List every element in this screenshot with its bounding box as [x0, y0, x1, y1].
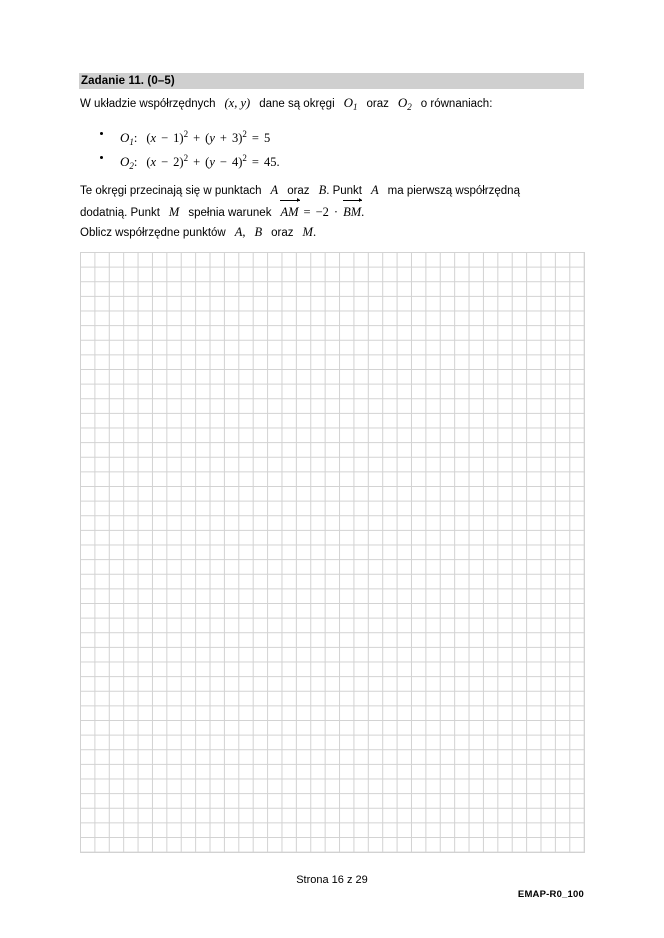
circle1-subscript: 1 — [129, 137, 134, 147]
bullet-dot-icon — [100, 132, 103, 135]
circle2-equation — [120, 146, 280, 178]
point-m-ref: M — [168, 205, 180, 219]
circle1-plus: + — [193, 131, 201, 145]
statement-line2-text: dodatnią. Punkt — [80, 207, 160, 219]
statement-line-1 — [80, 180, 585, 201]
circle2-paren-open: ( — [146, 155, 151, 169]
circle1-k-sign: + — [219, 131, 227, 145]
statement-line1-text: Te okręgi przecinają się w punktach — [80, 185, 262, 197]
circle1-h-value: 1 — [173, 131, 180, 145]
statement-punkt-text: . Punkt — [326, 185, 363, 197]
vector-am: AM — [280, 201, 298, 223]
point-a-ref: A — [270, 183, 279, 197]
circle1-paren-close-2: ) — [238, 131, 243, 145]
answer-work-grid[interactable] — [80, 252, 585, 853]
intro-circle2-subscript: 2 — [407, 102, 412, 112]
page-number-footer: Strona 16 z 29 — [296, 874, 368, 886]
statement-line-2 — [80, 201, 585, 222]
circle2-k-sign: − — [219, 155, 227, 169]
multiplication-dot: · — [333, 205, 339, 219]
list-item — [80, 122, 585, 146]
circle1-equals: = — [251, 131, 259, 145]
intro-lead: W układzie współrzędnych — [80, 98, 216, 110]
circle2-k-value: 4 — [231, 155, 239, 169]
circle1-colon: : — [133, 131, 138, 145]
answer-comma: , — [242, 225, 246, 239]
circle1-radius-squared: 5 — [263, 131, 271, 145]
intro-conjunction: oraz — [366, 98, 389, 110]
circle2-colon: : — [133, 155, 138, 169]
intro-circle2-symbol: O — [397, 95, 408, 110]
circle-equation-list — [80, 122, 585, 170]
circle1-exponent-x: 2 — [183, 129, 189, 139]
circle1-var-x: x — [150, 131, 157, 145]
circle2-symbol: O — [120, 154, 130, 169]
task-header-bar — [79, 73, 584, 89]
intro-tail: o równaniach: — [420, 98, 493, 110]
statement-line-3 — [80, 222, 585, 243]
list-item — [80, 146, 585, 170]
intro-coordinates: (x, y) — [224, 96, 251, 110]
point-b-ref: B — [318, 183, 327, 197]
statement-line2-period: . — [361, 205, 365, 219]
circle2-paren-close-2: ) — [238, 155, 243, 169]
circle2-equals: = — [251, 155, 259, 169]
circle1-paren-close: ) — [179, 131, 184, 145]
circle2-paren-close: ) — [179, 155, 184, 169]
vector-equals: = — [303, 205, 311, 219]
circle1-var-y: y — [209, 131, 215, 145]
circle1-k-value: 3 — [231, 131, 239, 145]
circle2-exponent-y: 2 — [242, 153, 247, 163]
circle2-exponent-x: 2 — [183, 153, 189, 163]
statement-oraz-2: oraz — [271, 227, 294, 239]
answer-point-m: M — [302, 225, 313, 239]
task-header-label: Zadanie 11. (0–5) — [81, 75, 175, 87]
vector-bm: BM — [343, 201, 361, 223]
circle1-exponent-y: 2 — [242, 129, 247, 139]
intro-mid: dane są okręgi — [259, 98, 335, 110]
statement-line1-tail: ma pierwszą współrzędną — [387, 185, 520, 197]
answer-point-b: B — [254, 225, 263, 239]
circle2-plus: + — [193, 155, 201, 169]
exam-code-footer: EMAP-R0_100 — [517, 889, 584, 900]
answer-point-a: A — [234, 225, 243, 239]
circle2-radius-squared: 45 — [263, 155, 277, 169]
task-intro-line — [80, 94, 585, 116]
statement-line3-period: . — [312, 225, 317, 239]
task-statement — [80, 180, 585, 243]
circle2-subscript: 2 — [129, 161, 134, 171]
intro-circle1-symbol: O — [343, 95, 354, 110]
vector-coefficient: −2 — [315, 205, 329, 219]
statement-warunek-text: spełnia warunek — [188, 207, 272, 219]
circle1-paren-open: ( — [146, 131, 151, 145]
circle2-var-y: y — [209, 155, 215, 169]
circle2-minus: − — [161, 155, 169, 169]
circle1-minus: − — [161, 131, 169, 145]
statement-instruction: Oblicz współrzędne punktów — [80, 227, 226, 239]
point-a-ref-2: A — [371, 183, 379, 197]
circle1-paren-open-2: ( — [205, 131, 210, 145]
circle2-h-value: 2 — [173, 155, 180, 169]
bullet-dot-icon — [100, 156, 103, 159]
intro-circle1-subscript: 1 — [353, 102, 358, 112]
circle2-var-x: x — [150, 155, 157, 169]
statement-oraz-1: oraz — [287, 185, 310, 197]
circle2-terminator: . — [276, 155, 280, 169]
circle2-paren-open-2: ( — [205, 155, 210, 169]
circle1-symbol: O — [120, 130, 130, 145]
